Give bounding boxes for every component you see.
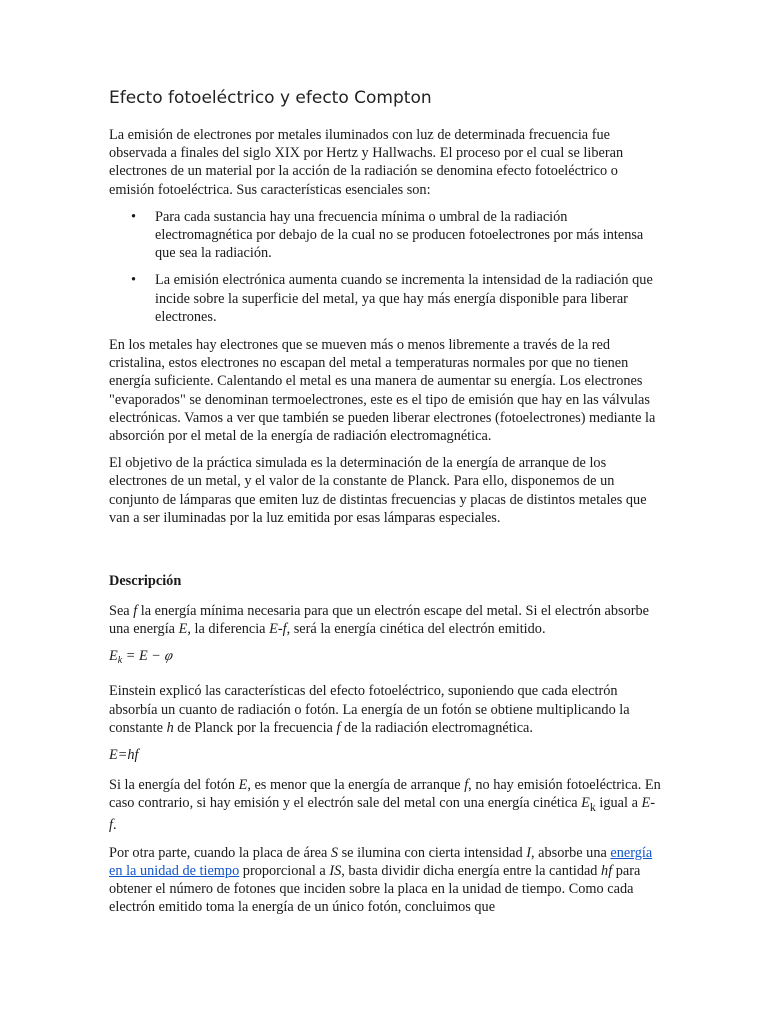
text-run: , basta dividir dicha energía entre la cantidad [341, 862, 602, 879]
energy-per-time-link[interactable]: energía en la unidad de tiempo [109, 844, 653, 879]
variable: f [133, 603, 138, 620]
description-paragraph-4 [109, 844, 661, 917]
text-run: de Planck por la frecuencia [173, 719, 337, 736]
variable: IS [329, 862, 342, 879]
text-run: proporcional a [239, 862, 330, 879]
section-spacer [109, 536, 661, 572]
text-run: igual a [595, 795, 642, 812]
text-run: , absorbe una [531, 844, 611, 861]
metals-paragraph: En los metales hay electrones que se mueven más o menos libremente a través de la red cristalina, estos electrones no escapan del metal a temperaturas normales por que no tienen energía suficiente. Calentando el metal es una manera de aumentar su energía. Los electrones "evaporados" se denominan termoelectrones, este es el tipo de emisión que hay en las válvulas electrónicas. Vamos a ver que también se pueden liberar electrones (fotoelectrones) mediante la absorción por el metal de la energía de radiación electromagnética. [109, 337, 656, 445]
variable: S [330, 844, 339, 861]
variable: E [581, 795, 590, 812]
text-run: Sea [109, 603, 134, 620]
intro-paragraph: La emisión de electrones por metales iluminados con luz de determinada frecuencia fue observada a finales del siglo XIX por Hertz y Hallwachs. El proceso por el cual se liberan electrones de un material por la acción de la radiación se denomina efecto fotoeléctrico o emisión fotoeléctrica. Sus características esenciales son: [109, 127, 624, 198]
text-run: de la radiación electromagnética. [340, 719, 533, 736]
formula-subscript: k [117, 655, 123, 667]
variable: h [166, 719, 174, 736]
formula-rest: = E − [122, 648, 165, 665]
variable: E-f [109, 795, 655, 834]
text-run: Si la energía del fotón [109, 777, 239, 794]
text-run: , es menor que la energía de arranque [247, 777, 465, 794]
page-title: Efecto fotoeléctrico y efecto Compton [109, 88, 432, 108]
characteristics-list [109, 208, 661, 326]
bullet-icon: • [131, 208, 137, 225]
variable: f [464, 777, 469, 794]
list-item-text: Para cada sustancia hay una frecuencia mínima o umbral de la radiación electromagnética por debajo de la cual no se producen fotoelectrones por más intensa que sea la radiación. [155, 208, 644, 262]
document-body [109, 86, 661, 925]
variable-subscript: k [589, 800, 596, 815]
list-item-text: La emisión electrónica aumenta cuando se incrementa la intensidad de la radiación que incide sobre la superficie del metal, ya que hay más energía disponible para liberar electrones. [155, 272, 653, 325]
variable: E [178, 621, 188, 638]
list-item [109, 208, 661, 263]
text-run: , no hay emisión fotoeléctrica. En caso contrario, si hay emisión y el electrón sale del metal con una energía cinética [109, 777, 661, 812]
list-item [109, 271, 661, 326]
text-run: Einstein explicó las características del efecto fotoeléctrico, suponiendo que cada electrón absorbía un cuanto de radiación o fotón. La energía de un fotón se obtiene multiplicando la constante [109, 683, 630, 736]
text-run: , será la energía cinética del electrón emitido. [286, 621, 546, 638]
text-run: . [112, 817, 117, 834]
description-paragraph-2 [109, 682, 661, 737]
objective-paragraph: El objetivo de la práctica simulada es la determinación de la energía de arranque de los electrones de un metal, y el valor de la constante de Planck. Para ello, disponemos de un conjunto de lámparas que emiten luz de distintas frecuencias y placas de distintos metales que van a ser iluminadas por la luz emitida por esas lámparas especiales. [109, 455, 647, 526]
text-run: Por otra parte, cuando la placa de área [109, 844, 331, 861]
section-heading: Descripción [109, 573, 182, 590]
variable: f [336, 719, 341, 736]
phi-symbol: φ [162, 648, 175, 665]
variable: hf [601, 862, 613, 879]
kinetic-energy-formula [109, 647, 661, 670]
text-run: , la diferencia [187, 621, 270, 638]
variable: E [238, 777, 248, 794]
variable: E-f [269, 621, 287, 638]
variable: I [526, 844, 531, 861]
photon-energy-formula: E=hf [109, 747, 139, 764]
text-run: para obtener el número de fotones que inciden sobre la placa en la unidad de tiempo. Como cada electrón emitido toma la energía de un único fotón, concluimos que [109, 862, 641, 916]
text-run: se ilumina con cierta intensidad [338, 844, 527, 861]
description-paragraph-1 [109, 602, 661, 638]
bullet-icon: • [131, 272, 137, 289]
description-paragraph-3 [109, 776, 661, 834]
formula-lhs: E [109, 648, 118, 665]
text-run: la energía mínima necesaria para que un electrón escape del metal. Si el electrón absorbe una energía [109, 603, 650, 638]
